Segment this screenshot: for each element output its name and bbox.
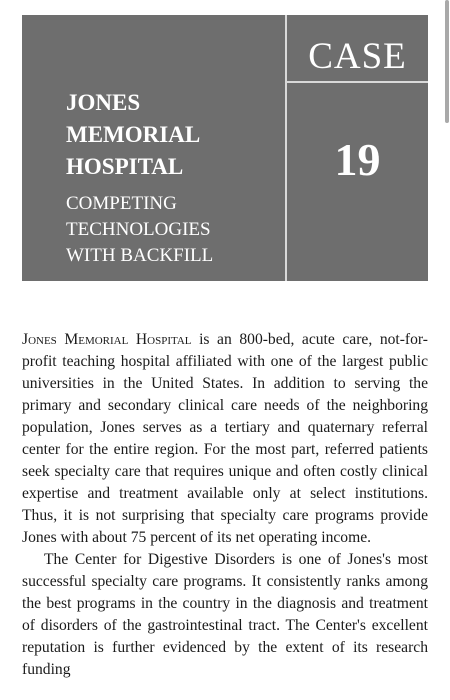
case-label: CASE [308,36,407,77]
scrollbar[interactable] [444,0,450,700]
case-number: 19 [334,134,381,185]
body-paragraph-1-text: is an 800-bed, acute care, not-for-profit teaching hospital affiliated with one of the largest public universities in the United States. In addition to serving the primary and secondary clinical care needs of the neighboring population, Jones serves as a tertiary and quaternary referral center for the entire region. For the most part, referred patients seek specialty care that requires unique and often costly clinical expertise and treatment available only at select institutions. Thus, it is not surprising that specialty care programs provide Jones with about 75 percent of its net operating income. [22,331,428,546]
body-paragraph-1 [22,329,428,549]
body-paragraph-2: The Center for Digestive Disorders is one of Jones's most successful specialty care programs. It consistently ranks among the best programs in the country in the diagnosis and treatment of disorders of the gastrointestinal tract. The Center's excellent reputation is further evidenced by the extent of its research funding [22,551,428,678]
case-title [66,87,200,183]
case-subtitle-line-1: COMPETING [66,193,177,214]
case-body-text [22,329,428,681]
header-horizontal-divider [287,81,428,83]
case-title-line-2: MEMORIAL [66,122,201,147]
case-subtitle [66,191,213,269]
case-title-line-3: HOSPITAL [66,154,184,179]
case-header-box [22,15,428,281]
case-title-line-1: JONES [66,90,141,115]
lead-in-hospital-name: Jones Memorial Hospital [22,331,192,348]
case-subtitle-line-3: WITH BACKFILL [66,245,214,266]
case-subtitle-line-2: TECHNOLOGIES [66,219,211,240]
scrollbar-thumb[interactable] [445,0,449,123]
